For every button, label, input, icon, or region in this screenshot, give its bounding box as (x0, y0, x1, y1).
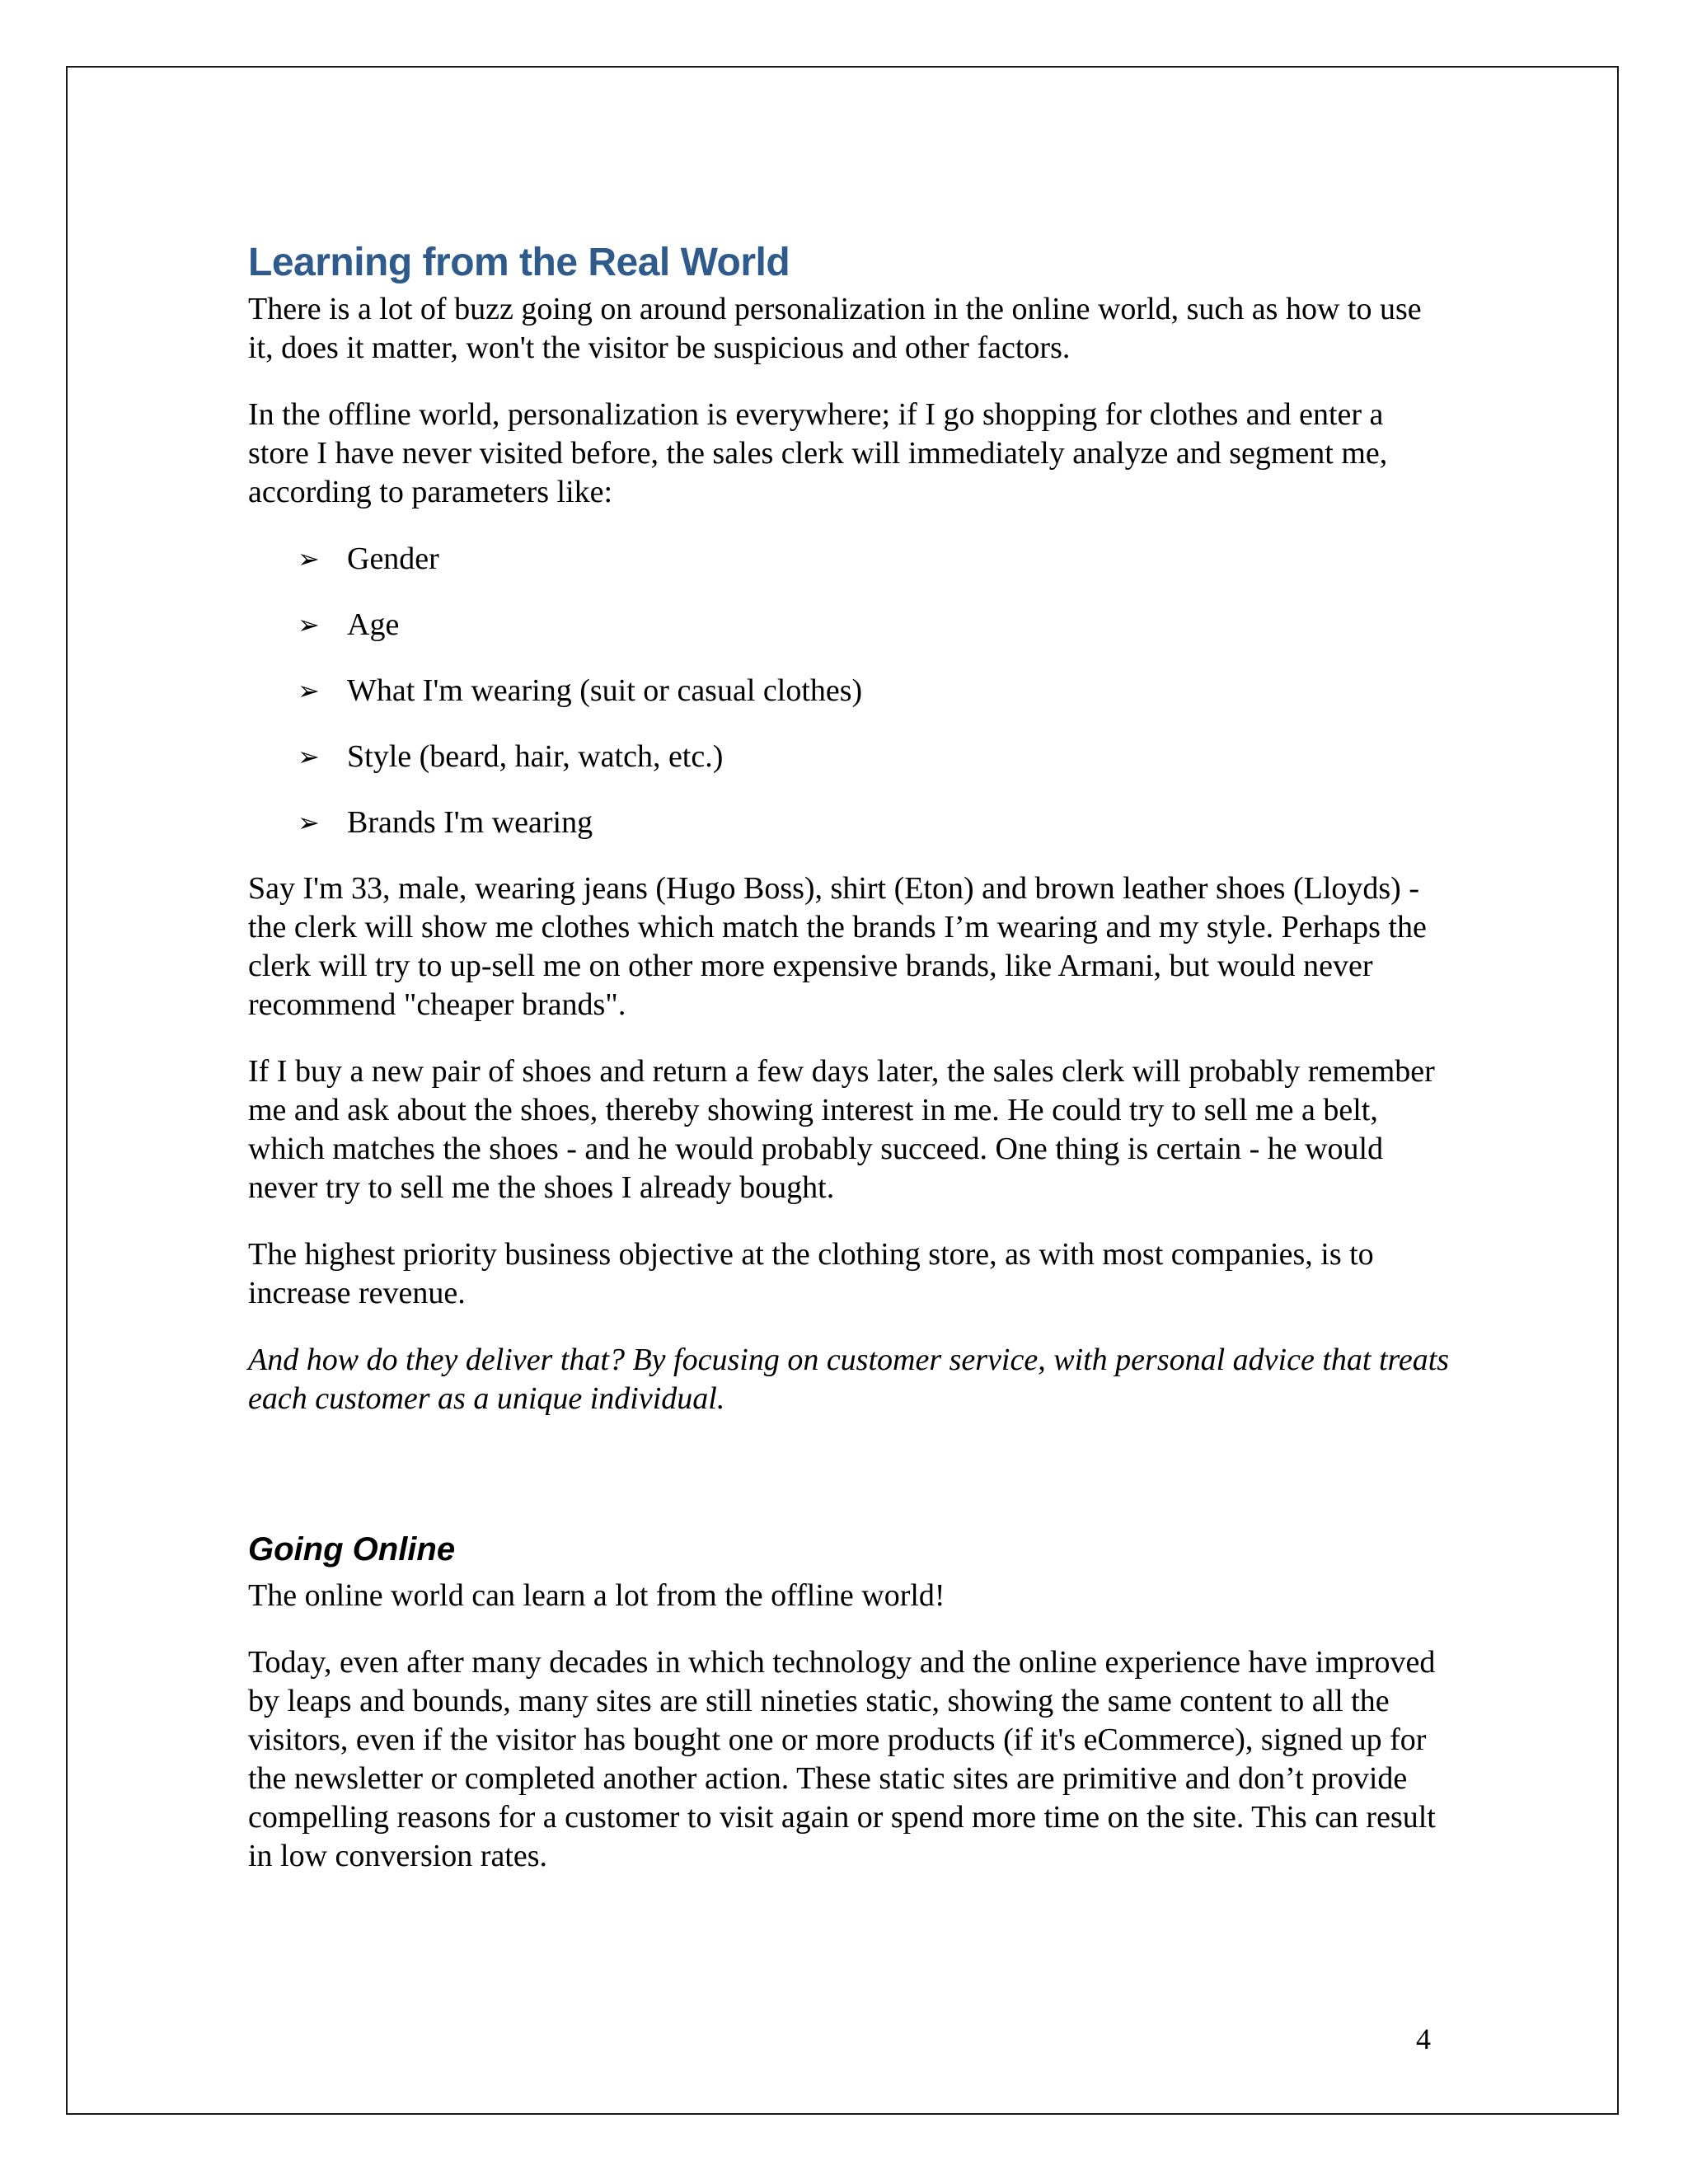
arrowhead-bullet-icon: ➢ (298, 807, 320, 838)
list-item (248, 672, 1451, 710)
arrowhead-bullet-icon: ➢ (298, 543, 320, 574)
list-item-text: Style (beard, hair, watch, etc.) (347, 739, 724, 774)
paragraph-example: Say I'm 33, male, wearing jeans (Hugo Boss), shirt (Eton) and brown leather shoes (Lloyds) - the clerk will show me clothes which match the brands I’m wearing and my style. Perhaps the clerk will try to up-sell me on other more expensive brands, like Armani, but would never recommend "cheaper brands". (248, 871, 1427, 1022)
paragraph-customer-service: And how do they deliver that? By focusing on customer service, with personal advice that treats each customer as a unique individual. (248, 1343, 1450, 1416)
list-item-text: Brands I'm wearing (347, 805, 593, 840)
paragraph-intro: There is a lot of buzz going on around personalization in the online world, such as how to use it, does it matter, won't the visitor be suspicious and other factors. (248, 292, 1422, 365)
list-item-text: What I'm wearing (suit or casual clothes) (347, 673, 863, 708)
paragraph-offline: In the offline world, personalization is everywhere; if I go shopping for clothes and enter a store I have never visited before, the sales clerk will immediately analyze and segment me, according to parameters like: (248, 397, 1388, 509)
document-body (248, 237, 1451, 1904)
section-title-real-world: Learning from the Real World (248, 241, 790, 284)
paragraph-return-visit: If I buy a new pair of shoes and return a few days later, the sales clerk will probably remember me and ask about the shoes, thereby showing interest in me. He could try to sell me a belt, which matches the shoes - and he would probably succeed. One thing is certain - he would never try to sell me the shoes I already bought. (248, 1054, 1435, 1205)
section-spacer (248, 1446, 1451, 1527)
paragraph-objective: The highest priority business objective at the clothing store, as with most companies, is to increase revenue. (248, 1237, 1374, 1310)
paragraph-online-learn: The online world can learn a lot from the offline world! (248, 1578, 945, 1613)
list-item (248, 540, 1451, 579)
paragraph-static-sites: Today, even after many decades in which technology and the online experience have improved by leaps and bounds, many sites are still nineties static, showing the same content to all the visitors, even if the visitor has bought one or more products (if it's eCommerce), signed up for the newsletter or completed another action. These static sites are primitive and don’t provide compelling reasons for a customer to visit again or spend more time on the site. This can result in low conversion rates. (248, 1645, 1436, 1873)
list-item (248, 606, 1451, 644)
arrowhead-bullet-icon: ➢ (298, 675, 320, 706)
list-item (248, 804, 1451, 842)
arrowhead-bullet-icon: ➢ (298, 741, 320, 772)
section-title-going-online: Going Online (248, 1531, 456, 1568)
list-item-text: Gender (347, 541, 439, 576)
page-number: 4 (1416, 2022, 1431, 2055)
list-item-text: Age (347, 607, 400, 642)
list-item (248, 738, 1451, 776)
parameters-list (248, 540, 1451, 842)
arrowhead-bullet-icon: ➢ (298, 609, 320, 640)
